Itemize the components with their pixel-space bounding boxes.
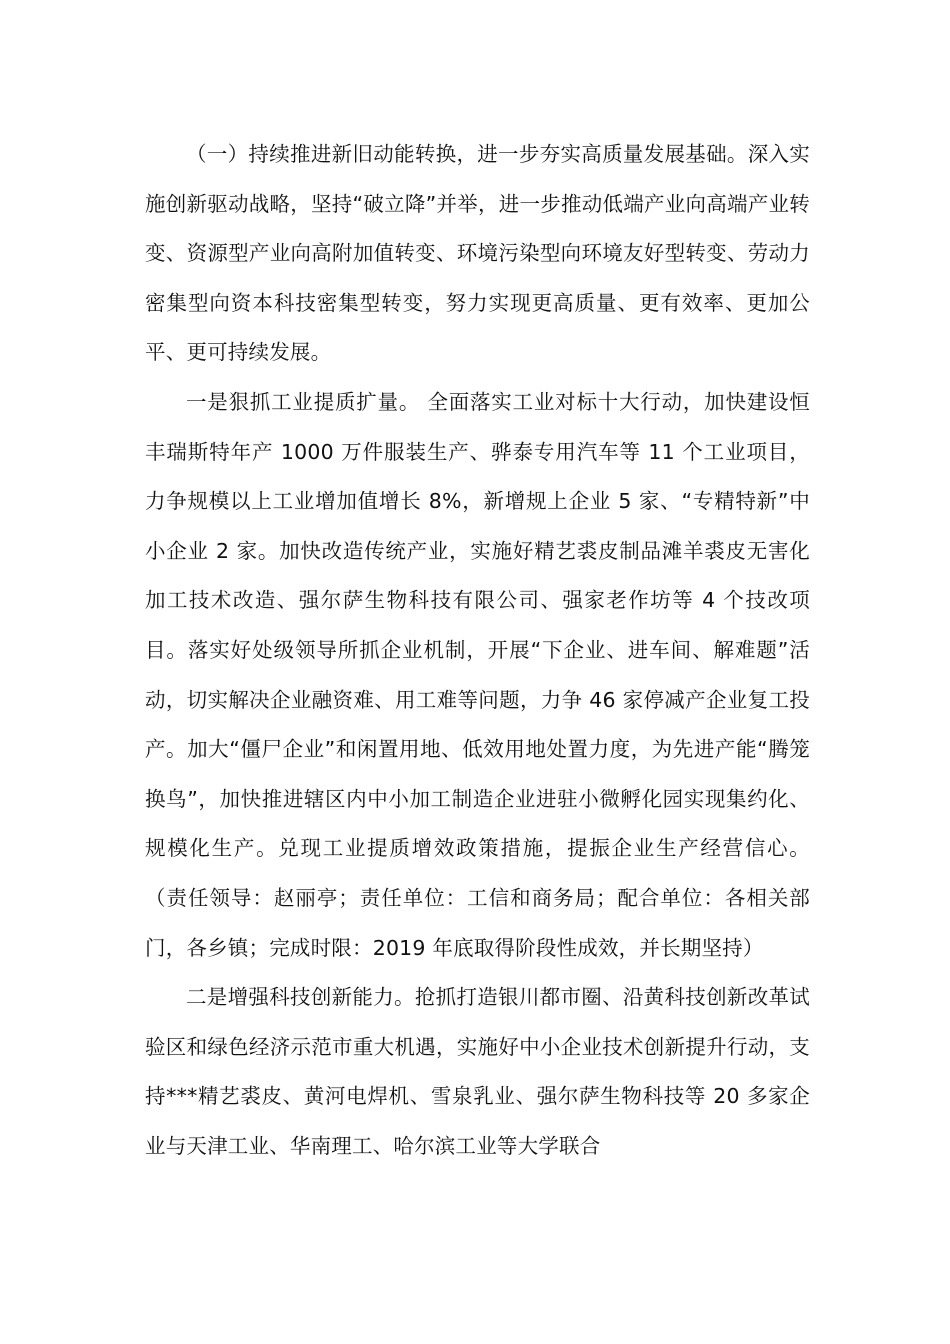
document-body <box>145 130 810 1171</box>
paragraph-new-old-momentum: （一）持续推进新旧动能转换，进一步夯实高质量发展基础。深入实施创新驱动战略，坚持“破立降”并举，进一步推动低端产业向高端产业转变、资源型产业向高附加值转变、环境污染型向环境友好型转变、劳动力密集型向资本科技密集型转变，努力实现更高质量、更有效率、更加公平、更可持续发展。 <box>145 142 810 365</box>
paragraph-industry-upgrade: 一是狠抓工业提质扩量。 全面落实工业对标十大行动，加快建设恒丰瑞斯特年产 1000 万件服装生产、骅泰专用汽车等 11 个工业项目，力争规模以上工业增加值增长 8%，新增规上企业 5 家、“专精特新”中小企业 2 家。加快改造传统产业，实施好精艺裘皮制品滩羊裘皮无害化加工技术改造、强尔萨生物科技有限公司、强家老作坊等 4 个技改项目。落实好处级领导所抓企业机制，开展“下企业、进车间、解难题”活动，切实解决企业融资难、用工难等问题，力争 46 家停减产企业复工投产。加大“僵尸企业”和闲置用地、低效用地处置力度，为先进产能“腾笼换鸟”，加快推进辖区内中小加工制造企业进驻小微孵化园实现集约化、规模化生产。兑现工业提质增效政策措施，提振企业生产经营信心。 （责任领导：赵丽亭；责任单位：工信和商务局；配合单位：各相关部门，各乡镇；完成时限：2019 年底取得阶段性成效，并长期坚持） <box>145 389 810 960</box>
paragraph-tech-innovation: 二是增强科技创新能力。抢抓打造银川都市圈、沿黄科技创新改革试验区和绿色经济示范市重大机遇，实施好中小企业技术创新提升行动，支持***精艺裘皮、黄河电焊机、雪泉乳业、强尔萨生物科技等 20 多家企业与天津工业、华南理工、哈尔滨工业等大学联合 <box>145 985 810 1158</box>
